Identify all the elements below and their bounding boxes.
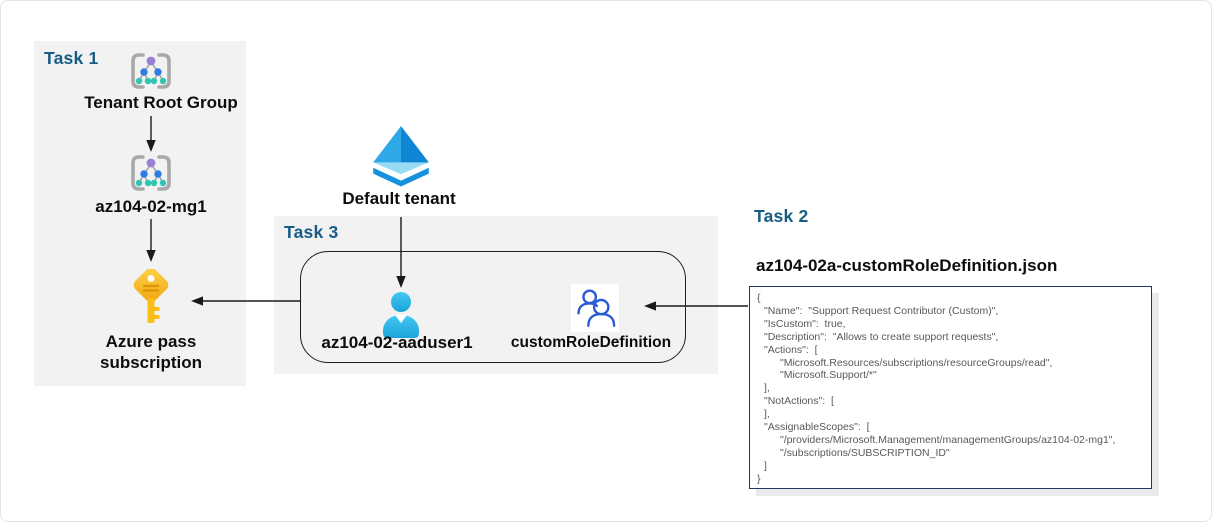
azure-tenant-pyramid-icon [363, 125, 439, 187]
code-line: ], [764, 382, 770, 395]
management-group-icon [128, 153, 174, 193]
management-group-label: az104-02-mg1 [95, 197, 207, 216]
management-group-icon [128, 51, 174, 91]
code-line: "/subscriptions/SUBSCRIPTION_ID" [780, 446, 950, 459]
user-icon [376, 291, 426, 338]
task3-label: Task 3 [284, 222, 339, 242]
task1-label: Task 1 [44, 48, 99, 68]
people-outline-icon [571, 284, 619, 332]
code-line: "Microsoft.Support/*" [780, 369, 877, 382]
code-line: ], [764, 408, 770, 421]
custom-role-definition-label: customRoleDefinition [510, 334, 672, 351]
azure-pass-subscription-label: Azure pass subscription [99, 332, 202, 372]
code-line: "Description": "Allows to create support requests", [764, 330, 999, 343]
key-icon [130, 269, 172, 325]
json-filename-label: az104-02a-customRoleDefinition.json [756, 256, 1058, 275]
code-line: "IsCustom": true, [764, 317, 846, 330]
task2-label: Task 2 [754, 206, 809, 226]
json-code-block [749, 286, 1152, 489]
code-line: } [757, 472, 761, 485]
code-line: "/providers/Microsoft.Management/managementGroups/az104-02-mg1", [780, 433, 1116, 446]
code-line: "Microsoft.Resources/subscriptions/resourceGroups/read", [780, 356, 1053, 369]
code-line: ] [764, 459, 767, 472]
aaduser-label: az104-02-aaduser1 [321, 333, 473, 352]
code-line: "Name": "Support Request Contributor (Custom)", [764, 304, 999, 317]
code-line: "AssignableScopes": [ [764, 421, 870, 434]
code-line: "NotActions": [ [764, 395, 834, 408]
code-line: { [757, 292, 761, 304]
code-line: "Actions": [ [764, 343, 818, 356]
tenant-root-group-label: Tenant Root Group [84, 93, 238, 112]
default-tenant-label: Default tenant [342, 189, 456, 208]
